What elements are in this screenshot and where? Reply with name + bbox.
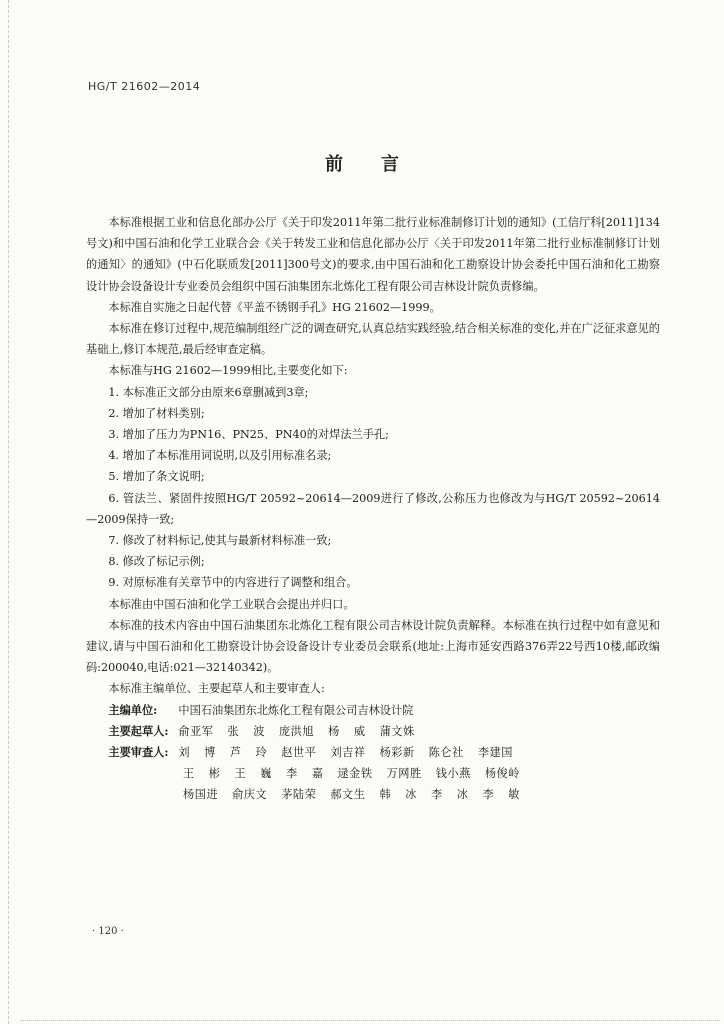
- page-number: · 120 ·: [92, 926, 124, 937]
- change-item: 7. 修改了材料标记,使其与最新材料标准一致;: [108, 534, 332, 548]
- change-item: 5. 增加了条文说明;: [108, 470, 205, 484]
- page-title: 前言: [325, 154, 437, 175]
- drafters-names: 俞亚军 张 波 庞洪旭 杨 威 蒲文姝: [178, 724, 415, 738]
- chief-unit-line: [86, 700, 660, 721]
- reviewers-line: [86, 742, 660, 763]
- standard-code-header: HG/T 21602—2014: [88, 80, 201, 93]
- paragraph-basis: 本标准根据工业和信息化部办公厅《关于印发2011年第二批行业标准制修订计划的通知》(工信厅科[2011]134号文)和中国石油和化学工业联合会《关于转发工业和信息化部办公厅〈关于印发2011年第二批行业标准制修订计划的通知〉的通知》(中石化联质发[2011]300号文)的要求,由中国石油和化工勘察设计协会委托中国石油和化工勘察设计协会设备设计专业委员会组织中国石油集团东北炼化工程有限公司吉林设计院负责修编。: [86, 216, 660, 293]
- change-item: 8. 修改了标记示例;: [108, 555, 205, 569]
- paragraph-revision-process: 本标准在修订过程中,规范编制组经广泛的调查研究,认真总结实践经验,结合相关标准的变化,并在广泛征求意见的基础上,修订本规范,最后经审查定稿。: [86, 322, 660, 357]
- change-item: 9. 对原标准有关章节中的内容进行了调整和组合。: [108, 576, 358, 590]
- paragraph-proposer: 本标准由中国石油和化学工业联合会提出并归口。: [108, 597, 355, 611]
- change-item: 1. 本标准正文部分由原来6章删减到3章;: [108, 385, 309, 399]
- reviewers-label: 主要审查人:: [108, 745, 169, 760]
- reviewers-names-3: 杨国进 俞庆文 茅陆荣 郝文生 韩 冰 李 冰 李 敏: [183, 788, 520, 802]
- drafters-label: 主要起草人:: [108, 723, 169, 738]
- reviewers-names-2: 王 彬 王 巍 李 嘉 逯金铁 万网胜 钱小燕 杨俊岭: [183, 767, 520, 781]
- drafters-line: [86, 721, 660, 742]
- paragraph-interpretation: 本标准的技术内容由中国石油集团东北炼化工程有限公司吉林设计院负责解释。本标准在执行过程中如有意见和建议,请与中国石油和化工勘察设计协会设备设计专业委员会联系(地址:上海市延安西路376弄22号西10楼,邮政编码:200040,电话:021—32140342)。: [86, 618, 660, 675]
- change-item: 4. 增加了本标准用词说明,以及引用标准名录;: [108, 449, 332, 463]
- chief-unit-value: 中国石油集团东北炼化工程有限公司吉林设计院: [178, 703, 414, 717]
- chief-unit-label: 主编单位:: [108, 702, 158, 717]
- change-item: 3. 增加了压力为PN16、PN25、PN40的对焊法兰手孔;: [108, 428, 389, 442]
- change-item: 6. 管法兰、紧固件按照HG/T 20592~20614—2009进行了修改,公称压力也修改为与HG/T 20592~20614—2009保持一致;: [86, 491, 660, 526]
- paragraph-contributors-intro: 本标准主编单位、主要起草人和主要审查人:: [108, 682, 325, 696]
- change-item: 2. 增加了材料类别;: [108, 406, 205, 420]
- preface-body: [86, 212, 660, 806]
- reviewers-names-1: 刘 博 芦 玲 赵世平 刘吉祥 杨彩新 陈仑社 李建国: [178, 746, 513, 760]
- bottom-scan-edge: [20, 1020, 720, 1021]
- paragraph-changes-intro: 本标准与HG 21602—1999相比,主要变化如下:: [108, 364, 348, 378]
- paragraph-supersedes: 本标准自实施之日起代替《平盖不锈钢手孔》HG 21602—1999。: [108, 300, 441, 314]
